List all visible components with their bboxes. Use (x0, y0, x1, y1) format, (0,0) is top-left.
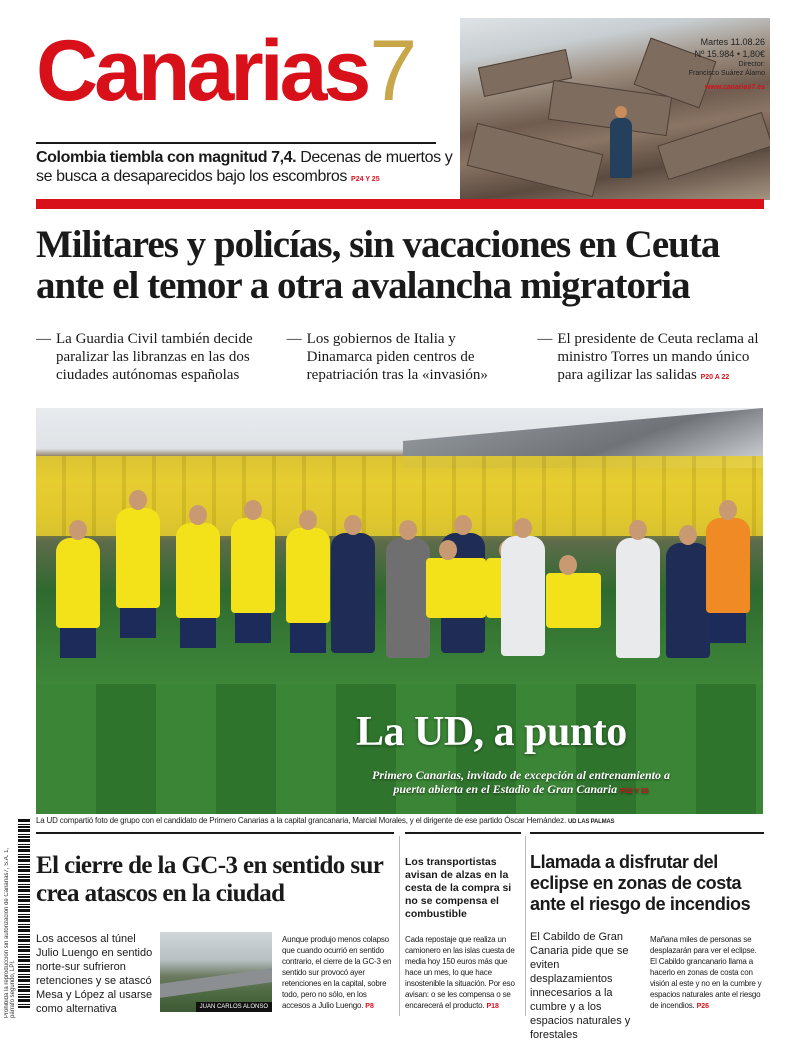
story2-headline[interactable]: Los transportistas avisan de alzas en la cesta de la compra si no se compensa el combustible (405, 856, 512, 920)
top-rule (36, 142, 436, 144)
director-label: Director: (738, 61, 765, 68)
story3-body (650, 934, 764, 1012)
story3-headline[interactable]: Llamada a disfrutar del eclipse en zonas de costa ante el riesgo de incendios (530, 852, 751, 914)
story1-rule (36, 832, 394, 834)
photo-story-subtitle (356, 768, 686, 799)
bullet-rest-text: ministro Torres un mando único para agilizar las salidas (557, 349, 750, 383)
bullet-rest: paralizar las libranzas en las dos ciudades autónomas españolas (56, 349, 250, 383)
website-link[interactable]: www.canarias7.es (704, 84, 765, 91)
teaser-pageref: P24 Y 25 (351, 176, 380, 183)
caption-credit: UD LAS PALMAS (568, 819, 615, 825)
issue-price: Nº 15.984 • 1,80€ (694, 49, 765, 59)
caption-text: La UD compartió foto de grupo con el candidato de Primero Canarias a la capital grancanaria, Marcial Morales, y el dirigente de ese partido Óscar Hernández. (36, 816, 566, 825)
story1-pageref: P8 (365, 1003, 374, 1010)
bullet-pageref: P20 A 22 (700, 374, 730, 381)
bullet-item: — La Guardia Civil también decide paralizar las libranzas en las dos ciudades autónomas españolas (36, 330, 265, 387)
column-divider (399, 836, 400, 1016)
legal-notice: Prohibida la reproducción sin autorización de Canarias7, S.A. 1, párrafo segundo, LPI. (4, 847, 16, 1018)
bullet-rest: Dinamarca piden centros de repatriación tras la «invasión» (306, 349, 488, 383)
story2-body-text: Cada repostaje que realiza un camionero en las islas cuesta de media hoy 150 euros más que hace un mes, lo que hace insostenible la situación. Por eso avisan: o se les compensa o se encarecerá el producto. (405, 935, 515, 1010)
bullet-line1: El presidente de Ceuta reclama al (557, 331, 759, 347)
logo-number: 7 (369, 23, 414, 119)
story1-body (282, 934, 394, 1012)
main-headline[interactable]: Militares y policías, sin vacaciones en Ceuta ante el temor a otra avalancha migratoria (36, 223, 720, 307)
main-bullets (36, 330, 766, 387)
bullet-rest (537, 348, 766, 387)
team-photo[interactable] (36, 408, 763, 814)
traffic-photo (160, 932, 272, 1012)
story3-lead: El Cabildo de Gran Canaria pide que se eviten desplazamientos innecesarios a la cumbre y a los espacios naturales y forestales (530, 931, 631, 1041)
story1-lead: Los accesos al túnel Julio Luengo en sentido norte-sur sufrieron retenciones y se atascó Mesa y López al usarse como alternativa (36, 933, 153, 1015)
teaser-text: Decenas de muertos y se busca a desaparecidos bajo los escombros (36, 149, 453, 185)
director-name: Francisco Suárez Álamo (688, 70, 765, 77)
teaser[interactable] (36, 148, 466, 189)
story2-body (405, 934, 520, 1012)
barcode (18, 818, 30, 1008)
bullet-item: — El presidente de Ceuta reclama al ministro Torres un mando único para agilizar las salidas P20 A 22 (537, 330, 766, 387)
bullet-line1: Los gobiernos de Italia y (306, 331, 456, 347)
photo-caption (36, 816, 766, 827)
issue-meta (689, 36, 765, 94)
story2-rule (405, 832, 521, 834)
story1-body-text: Aunque produjo menos colapso que cuando ocurrió en sentido contrario, el cierre de la GC-3 en sentido sur provocó ayer retenciones en la capital, sobre todo, pero no sólo, en los accesos a Julio Luengo. (282, 935, 392, 1010)
bullet-line1: La Guardia Civil también decide (56, 331, 253, 347)
story1-headline[interactable]: El cierre de la GC-3 en sentido sur crea atascos en la ciudad (36, 852, 383, 907)
photo-story-subtitle-text: Primero Canarias, invitado de excepción al entrenamiento a puerta abierta en el Estadio de Gran Canaria (372, 768, 670, 796)
logo-name: Canarias (36, 23, 368, 119)
teaser-bold: Colombia tiembla con magnitud 7,4. (36, 149, 297, 166)
story3-rule (530, 832, 764, 834)
story3-pageref: P26 (696, 1003, 710, 1010)
column-divider (525, 836, 526, 1016)
photo-credit: JUAN CARLOS ALONSO (196, 1002, 272, 1012)
bullet-item: — Los gobiernos de Italia y Dinamarca piden centros de repatriación tras la «invasión» (287, 330, 516, 387)
red-divider (36, 199, 764, 209)
masthead-logo (36, 23, 414, 119)
photo-story-title[interactable]: La UD, a punto (356, 709, 627, 755)
issue-date: Martes 11.08.26 (700, 37, 765, 47)
story3-body-text: Mañana miles de personas se desplazarán para ver el eclipse. El Cabildo grancanario llama a hacerlo en zonas de costa con visión al este y no en la cumbre y espacios naturales ante el riesgo de incendios. (650, 935, 762, 1010)
photo-story-pageref: P32 Y 33 (620, 788, 649, 795)
story2-pageref: P18 (486, 1003, 499, 1010)
